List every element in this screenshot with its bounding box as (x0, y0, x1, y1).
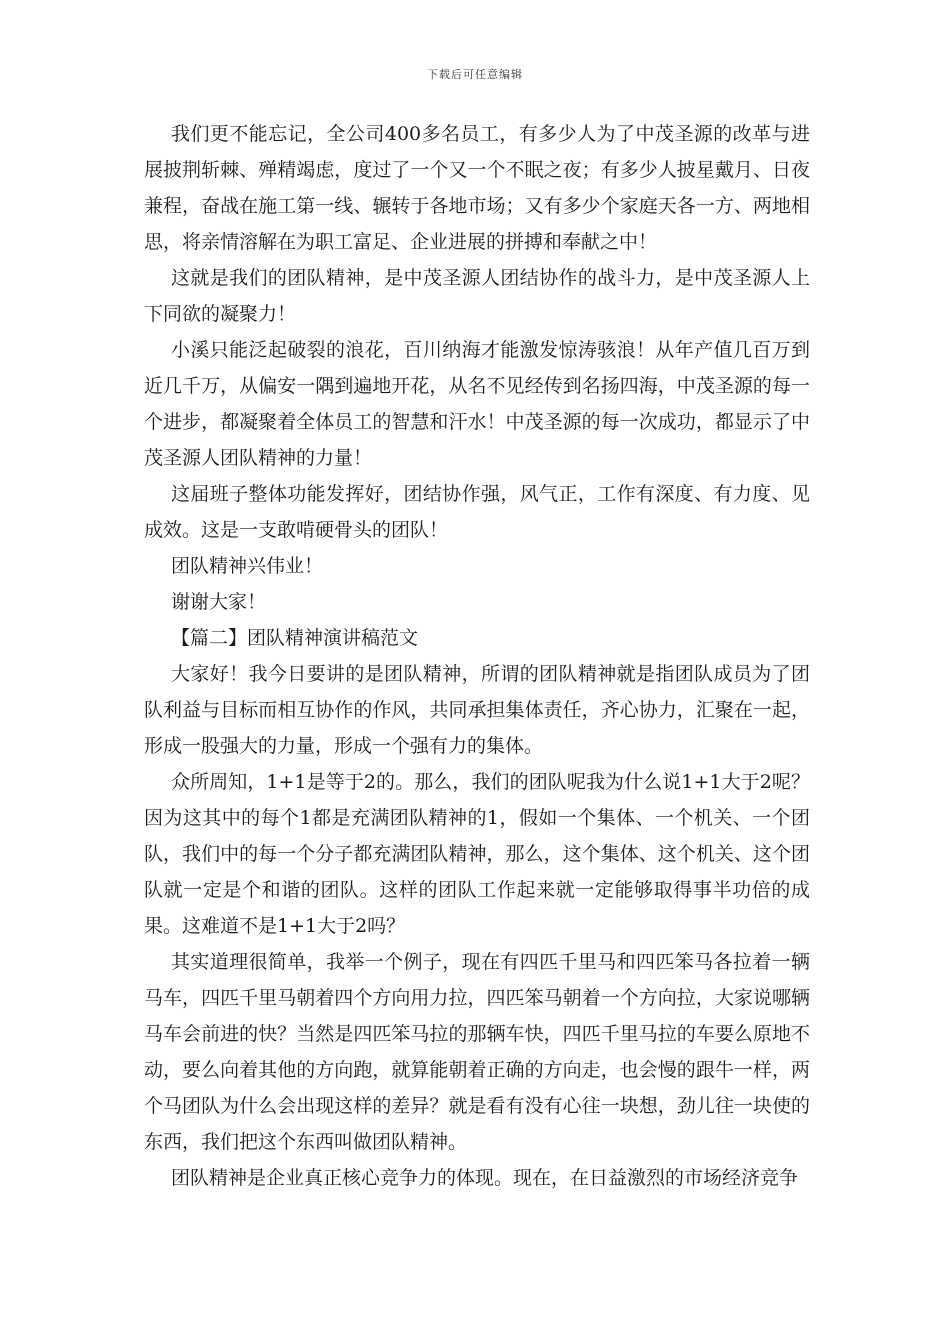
paragraph: 小溪只能泛起破裂的浪花，百川纳海才能激发惊涛骇浪！从年产值几百万到近几千万，从偏安一隅到遍地开花，从名不见经传到名扬四海，中茂圣源的每一个进步，都凝聚着全体员工的智慧和汗水！中茂圣源的每一次成功，都显示了中茂圣源人团队精神的力量！ (144, 339, 810, 469)
paragraph: 团队精神兴伟业！ (171, 555, 324, 577)
paragraph: 这届班子整体功能发挥好，团结协作强，风气正，工作有深度、有力度、见成效。这是一支敢啃硬骨头的团队！ (144, 483, 810, 541)
paragraph: 其实道理很简单，我举一个例子，现在有四匹千里马和四匹笨马各拉着一辆马车，四匹千里马朝着四个方向用力拉，四匹笨马朝着一个方向拉，大家说哪辆马车会前进的快？当然是四匹笨马拉的那辆车快，四匹千里马拉的车要么原地不动，要么向着其他的方向跑，就算能朝着正确的方向走，也会慢的跟牛一样，两个马团队为什么会出现这样的差异？就是看有没有心往一块想，劲儿往一块使的东西，我们把这个东西叫做团队精神。 (144, 951, 810, 1153)
paragraph: 谢谢大家！ (171, 591, 267, 613)
header-note: 下载后可任意编辑 (427, 68, 523, 81)
paragraph: 众所周知，1+1是等于2的。那么，我们的团队呢我为什么说1+1大于2呢？因为这其中的每个1都是充满团队精神的1，假如一个集体、一个机关、一个团队，我们中的每一个分子都充满团队精神，那么，这个集体、这个机关、这个团队就一定是个和谐的团队。这样的团队工作起来就一定能够取得事半功倍的成果。这难道不是1+1大于2吗？ (144, 771, 810, 937)
paragraph: 这就是我们的团队精神，是中茂圣源人团结协作的战斗力，是中茂圣源人上下同欲的凝聚力！ (144, 267, 810, 325)
paragraph: 我们更不能忘记，全公司400多名员工，有多少人为了中茂圣源的改革与进展披荆斩棘、殚精竭虑，度过了一个又一个不眠之夜；有多少人披星戴月、日夜兼程，奋战在施工第一线、辗转于各地市场；又有多少个家庭天各一方、两地相思，将亲情溶解在为职工富足、企业进展的拼搏和奉献之中！ (144, 123, 810, 253)
paragraph: 大家好！我今日要讲的是团队精神，所谓的团队精神就是指团队成员为了团队利益与目标而相互协作的作风，共同承担集体责任，齐心协力，汇聚在一起，形成一股强大的力量，形成一个强有力的集体。 (144, 663, 810, 757)
document-body (144, 116, 810, 1196)
section-heading: 【篇二】团队精神演讲稿范文 (171, 627, 419, 649)
paragraph: 团队精神是企业真正核心竞争力的体现。现在，在日益激烈的市场经济竞争 (171, 1167, 799, 1189)
